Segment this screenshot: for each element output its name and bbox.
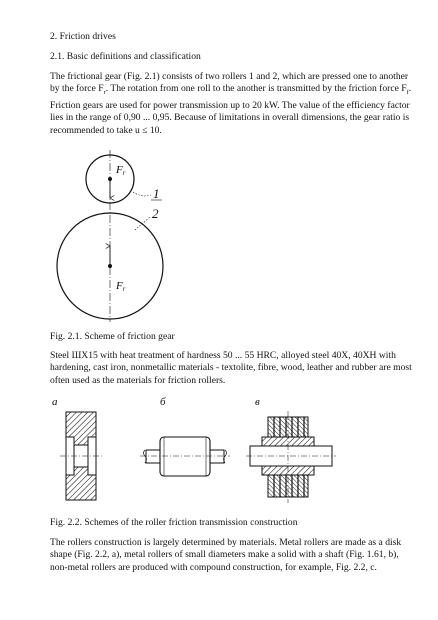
subsection-title: 2.1. Basic definitions and classification (50, 51, 201, 62)
solid-roller-b (140, 396, 230, 476)
center-dot (108, 264, 112, 268)
label-b: б (160, 396, 166, 408)
figure-1-caption: Fig. 2.1. Scheme of friction gear (50, 331, 175, 342)
paragraph-rollers-construction: The rollers construction is largely determined by materials. Metal rollers are made as a disk shape (Fig. 2.2, a), metal rollers of small diameters make a solid with a shaft (Fig. 1.61, b), non-metal rollers are produced with compound construction, for example, Fig. 2.2, c. (50, 537, 402, 573)
disk-roller-a (52, 396, 102, 500)
paragraph-text: The frictional gear (Fig. 2.1) consists of two rollers 1 and 2, which are pressed one to another by the force F (50, 71, 409, 95)
paragraph-friction-gear (50, 71, 412, 137)
subscript-r: r (103, 89, 106, 97)
label-c: в (255, 396, 260, 408)
center-dot (108, 177, 112, 181)
force-label-top: Fr (116, 164, 126, 177)
figure-2-caption: Fig. 2.2. Schemes of the roller friction transmission construction (50, 517, 298, 528)
roller-1-label: 1 (153, 186, 160, 201)
friction-gear-scheme (50, 140, 270, 330)
paragraph-text: . Friction gears are used for power transmission up to 20 kW. The value of the efficiency factor lies in the range of 0,90 ... 0,95. Because of limitations in overall dimensions, the gear ratio is recommended to take u ≤ 10. (50, 83, 412, 136)
paragraph-materials: Steel ШХ15 with heat treatment of hardness 50 ... 55 HRC, alloyed steel 40X, 40XH with hardening, cast iron, nonmetallic materials - textolite, fibre, wood, leather and rubber are most often used as the materials for friction rollers. (50, 350, 412, 386)
label-a: а (52, 396, 58, 408)
paragraph-text: . The rotation from one roll to the another is transmitted by the friction force F (105, 83, 407, 95)
roller-constructions-figure (50, 393, 380, 515)
leader-line-1 (133, 192, 151, 196)
compound-roller-c (246, 396, 336, 503)
section-title: 2. Friction drives (50, 31, 116, 42)
subscript-f: f (406, 89, 409, 97)
roller-2-label: 2 (152, 206, 159, 221)
force-label-bottom: Fr (116, 280, 126, 293)
